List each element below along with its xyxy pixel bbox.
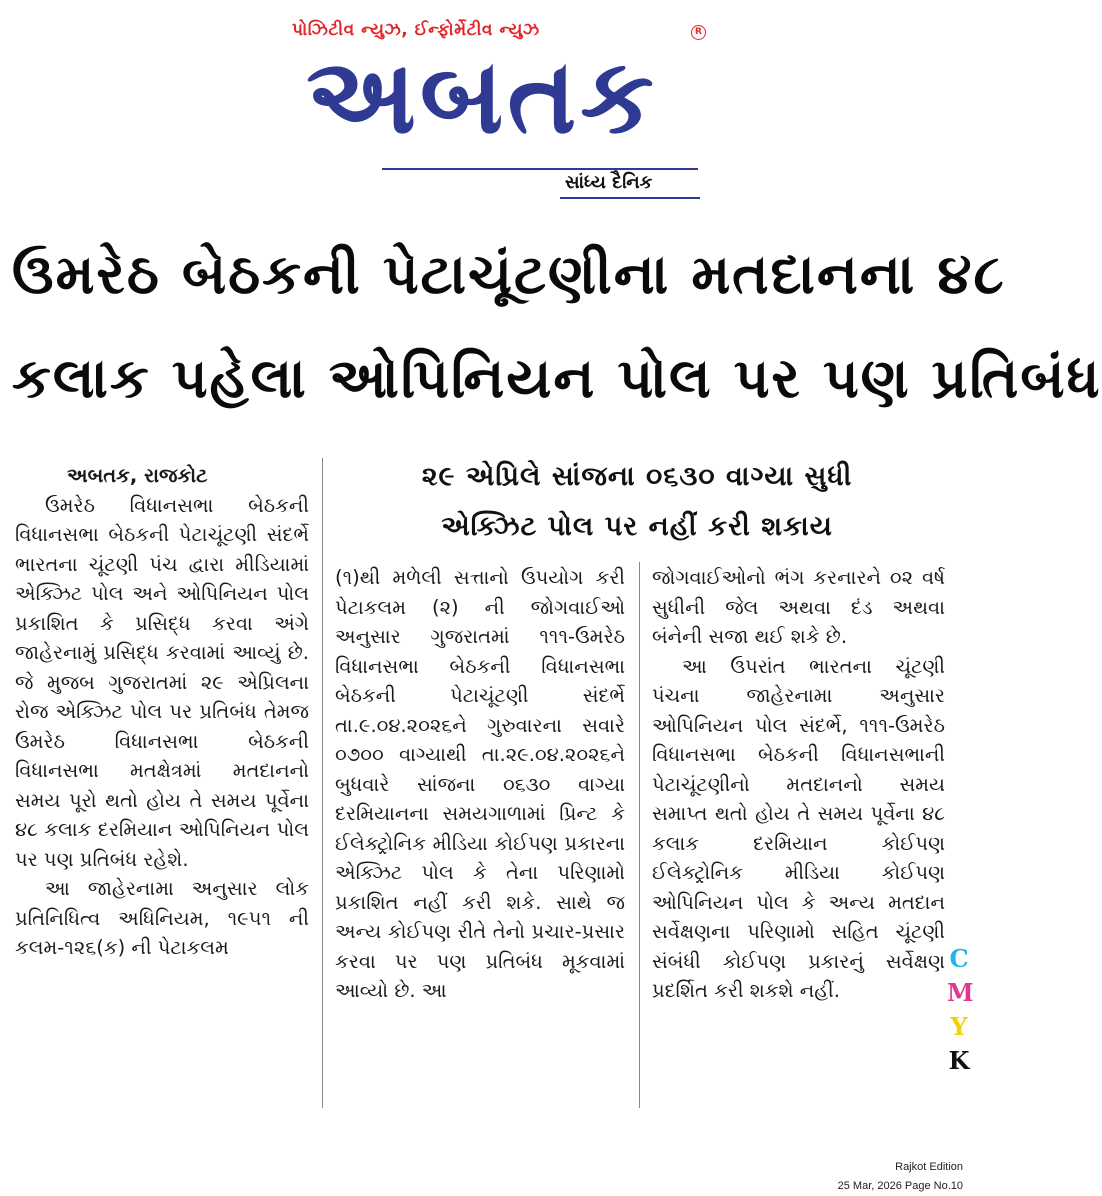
cmyk-m: M: [947, 978, 974, 1007]
footer-edition: Rajkot Edition: [895, 1161, 963, 1173]
headline-line-2: કલાક પહેલા ઓપિનિયન પોલ પર પણ પ્રતિબંધ: [12, 346, 1102, 410]
footer-date-page: 25 Mar, 2026 Page No.10: [837, 1180, 963, 1192]
masthead: [0, 0, 971, 215]
newspaper-logo: અબતક: [306, 35, 658, 157]
cmyk-k: K: [948, 1046, 970, 1075]
paragraph: આ જાહેરનામા અનુસાર લોક પ્રતિનિધિત્વ અધિનિયમ, ૧૯૫૧ ની કલમ-૧૨૬(ક) ની પેટાકલમ: [15, 877, 309, 959]
paragraph: (૧)થી મળેલી સત્તાનો ઉપયોગ કરી પેટાકલમ (૨) ની જોગવાઈઓ અનુસાર ગુજરાતમાં ૧૧૧-ઉમરેઠ વિધાનસભા બેઠકની વિધાનસભા બેઠકની પેટાચૂંટણી સંદર્ભે તા.૯.૦૪.૨૦૨૬ને ગુરુવારના સવારે ૦૭૦૦ વાગ્યાથી તા.૨૯.૦૪.૨૦૨૬ને બુધવારે સાંજના ૦૬૩૦ વાગ્યા દરમિયાનના સમયગાળામાં પ્રિન્ટ કે ઈલેક્ટ્રોનિક મીડિયા કોઈપણ પ્રકારના એક્ઝિટ પોલ કે તેના પરિણામો પ્રકાશિત નહીં કરી શકે. સાથે જ અન્ય કોઈપણ રીતે તેનો પ્રચાર-પ્રસાર કરવા પર પણ પ્રતિબંધ મૂકવામાં આવ્યો છે. આ: [335, 566, 625, 1002]
page-footer: [838, 1158, 963, 1196]
paragraph: જોગવાઈઓનો ભંગ કરનારને ૦૨ વર્ષ સુધીની જેલ અથવા દંડ અથવા બંનેની સજા થઈ શકે છે.: [652, 566, 945, 648]
edition-underline: [560, 197, 700, 199]
paragraph: ઉમરેઠ વિધાનસભા બેઠકની વિધાનસભા બેઠકની પેટાચૂંટણી સંદર્ભે ભારતના ચૂંટણી પંચ દ્વારા મીડિયામાં એક્ઝિટ પોલ અને ઓપિનિયન પોલ પ્રકાશિત કે પ્રસિદ્ધ કરવા અંગે જાહેરનામું પ્રસિદ્ધ કરવામાં આવ્યું છે. જે મુજબ ગુજરાતમાં ૨૯ એપ્રિલના રોજ એક્ઝિટ પોલ પર પ્રતિબંધ તેમજ ઉમરેઠ વિધાનસભા બેઠકની વિધાનસભા મતક્ષેત્રમાં મતદાનનો સમય પૂરો થતો હોય તે સમય પૂર્વેના ૪૮ કલાક દરમિયાન ઓપિનિયન પોલ પર પણ પ્રતિબંધ રહેશે.: [15, 493, 309, 871]
cmyk-registration-marks: [947, 942, 974, 1078]
article-column-2: [335, 563, 625, 1006]
masthead-tagline: પોઝિટીવ ન્યુઝ, ઈન્ફોર્મેટીવ ન્યુઝ: [292, 20, 540, 40]
article-column-3: [652, 563, 945, 1006]
article-column-1: [15, 461, 309, 963]
dateline: અબતક, રાજકોટ: [67, 464, 208, 487]
logo-rule: [382, 168, 698, 170]
cmyk-c: C: [949, 944, 969, 973]
paragraph: આ ઉપરાંત ભારતના ચૂંટણી પંચના જાહેરનામા અનુસાર ઓપિનિયન પોલ સંદર્ભે, ૧૧૧-ઉમરેઠ વિધાનસભા બેઠકની વિધાનસભાની પેટાચૂંટણીનો મતદાનનો સમય સમાપ્ત થતો હોય તે સમય પૂર્વેના ૪૮ કલાક દરમિયાન કોઈપણ ઈલેક્ટ્રોનિક મીડિયા કોઈપણ ઓપિનિયન પોલ કે અન્ય મતદાન સર્વેક્ષણના પરિણામો સહિત ચૂંટણી સંબંધી કોઈપણ પ્રકારનું સર્વેક્ષણ પ્રદર્શિત કરી શકશે નહીં.: [652, 654, 945, 1002]
headline-line-1: ઉમરેઠ બેઠકની પેટાચૂંટણીના મતદાનના ૪૮: [12, 242, 1006, 306]
registered-mark-icon: R: [691, 25, 706, 40]
column-divider: [322, 458, 323, 1108]
subheadline-line-2: એક્ઝિટ પોલ પર નહીં કરી શકાય: [441, 511, 833, 542]
article-headline: [12, 222, 1102, 430]
article-subheadline: [322, 452, 952, 552]
cmyk-y: Y: [950, 1012, 968, 1041]
edition-type: સાંધ્ય દૈનિક: [565, 172, 653, 193]
subheadline-line-1: ૨૯ એપ્રિલે સાંજના ૦૬૩૦ વાગ્યા સુધી: [421, 461, 853, 492]
column-divider: [639, 562, 640, 1108]
